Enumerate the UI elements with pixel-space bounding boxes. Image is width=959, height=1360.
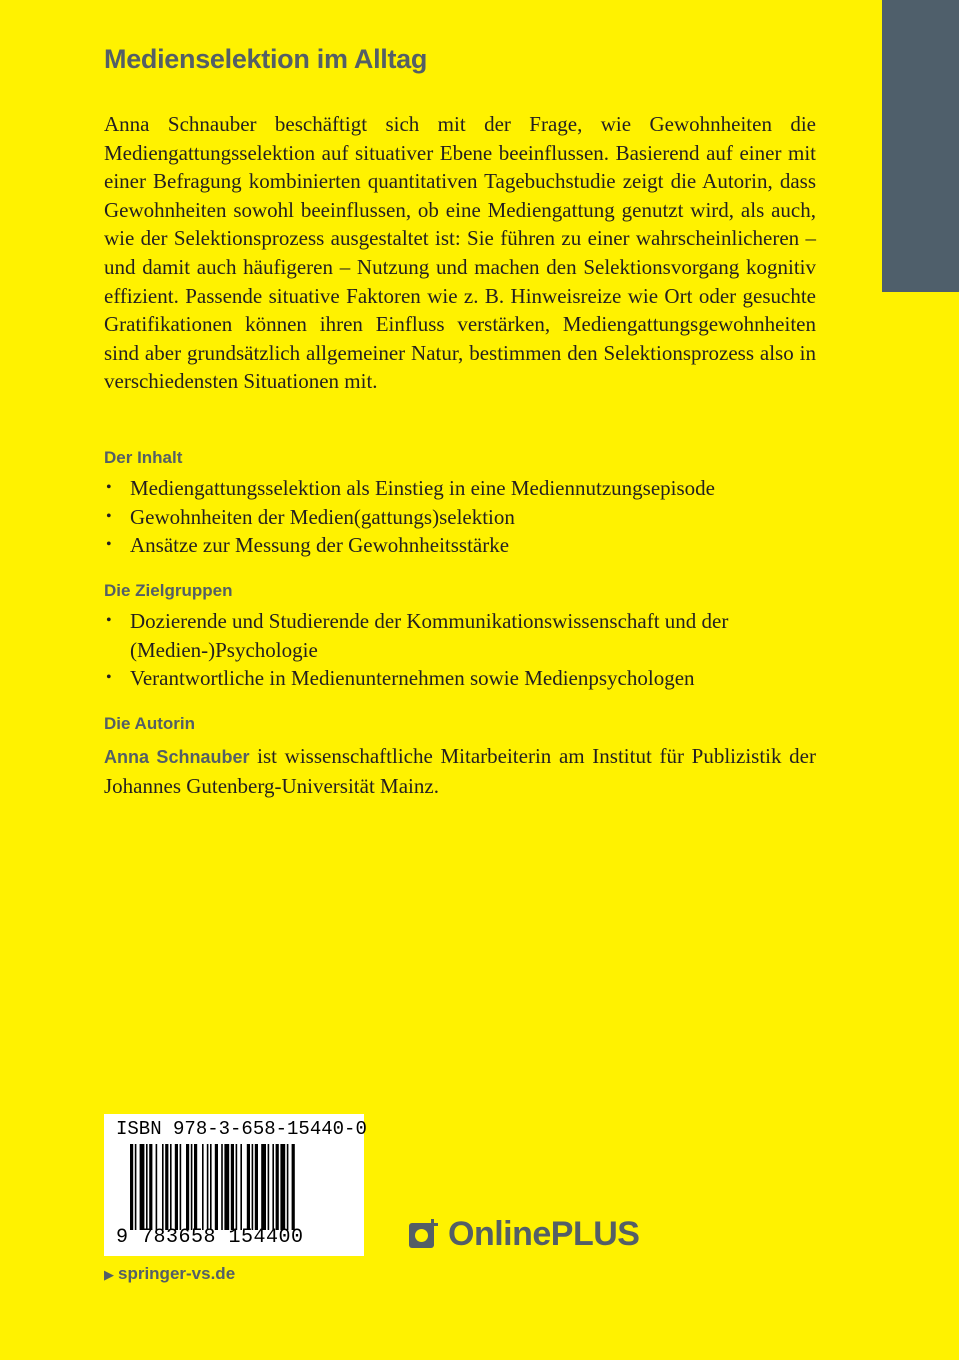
barcode-bar [272,1144,274,1230]
ean-digits: 9 783658 154400 [116,1226,304,1249]
play-arrow-icon: ▶ [104,1267,114,1282]
list-item: • Dozierende und Studierende der Kommunikationswissenschaft und der (Medien-)Psychologie [106,609,729,662]
content-heading: Der Inhalt [104,448,183,467]
barcode-bar [149,1144,152,1230]
barcode-bar [130,1144,133,1230]
abstract-paragraph: Anna Schnauber beschäftigt sich mit der Frage, wie Gewohnheiten die Mediengattungsselektion auf situativer Ebene beeinflussen. Basierend auf einer mit einer Befragung kombinierten quantitativen Tagebuchstudie zeigt die Autorin, dass Gewohnheiten sowohl beeinflussen, ob eine Mediengattung genutzt wird, als auch, wie der Selektionsprozess ausgestaltet ist: Sie führen zu einer wahrscheinlicheren – und damit auch häufigeren – Nutzung und machen den Selektionsvorgang kognitiv effizient. Passende situative Faktoren wie z. B. Hinweisreize wie Ort oder gesuchte Gratifikationen können ihren Einfluss verstärken, Mediengattungsgewohnheiten sind aber grundsätzlich allgemeiner Natur, bestimmen den Selektionsprozess also in verschiedensten Situationen mit. [104,112,816,394]
author-heading: Die Autorin [104,714,195,733]
bullet-icon: • [106,669,112,687]
bullet-icon: • [106,536,112,554]
barcode-bar [140,1144,145,1230]
publisher-url: springer-vs.de [118,1264,236,1283]
author-name: Anna Schnauber [104,747,250,767]
barcode-bar [280,1144,285,1230]
bullet-icon: • [106,612,112,629]
barcode-bar [261,1144,266,1230]
onlineplus-text: OnlinePLUS [448,1214,640,1253]
barcode-bar [247,1144,250,1230]
barcode-bar [156,1144,158,1230]
barcode-bar [202,1144,204,1230]
barcode-bar [191,1144,193,1230]
onlineplus-logo [408,1214,639,1254]
list-item: • Ansätze zur Messung der Gewohnheitsstärke [104,531,844,560]
barcode-bar [146,1144,148,1230]
isbn-label: ISBN 978-3-658-15440-0 [116,1118,367,1140]
barcode-bar [268,1144,270,1230]
barcode-bar [207,1144,209,1230]
barcode-bar [287,1144,289,1230]
barcode-bar [276,1144,279,1230]
barcode-bar [252,1144,254,1230]
barcode-bar [180,1144,182,1230]
barcode-bar [186,1144,189,1230]
barcode-bar [170,1144,172,1230]
barcode-bar [236,1144,238,1230]
list-item: • Verantwortliche in Medienunternehmen sowie Medienpsychologen [104,664,744,693]
bullet-icon: • [106,507,112,525]
barcode-bar [194,1144,197,1230]
bullet-icon: • [106,479,112,496]
barcode-bar [255,1144,258,1230]
author-bio-text: ist wissenschaftliche Mitarbeiterin am Institut für Publizistik der Johannes Gutenberg-Universität Mainz. [104,744,816,798]
audience-list [104,607,744,693]
content-list [104,474,844,560]
barcode-bar [292,1144,295,1230]
list-item: • Gewohnheiten der Medien(gattungs)selektion [104,503,844,532]
author-bio [104,742,816,800]
barcode-bar [231,1144,234,1230]
grey-side-bar [882,0,959,292]
barcode-bar [224,1144,229,1230]
barcode-bar [165,1144,168,1230]
barcode-bar [221,1144,223,1230]
barcode-bar [175,1144,178,1230]
barcode-bar [215,1144,218,1230]
barcode-bar [162,1144,164,1230]
barcode-bar [135,1144,137,1230]
barcode-bar [240,1144,242,1230]
book-title: Medienselektion im Alltag [104,44,428,74]
audience-heading: Die Zielgruppen [104,581,233,600]
list-item: • Mediengattungsselektion als Einstieg in eine Mediennutzungsepisode [104,474,844,503]
barcode-bar [210,1144,212,1230]
barcode-icon [130,1144,336,1230]
onlineplus-icon [408,1218,440,1250]
publisher-link[interactable] [104,1264,235,1284]
